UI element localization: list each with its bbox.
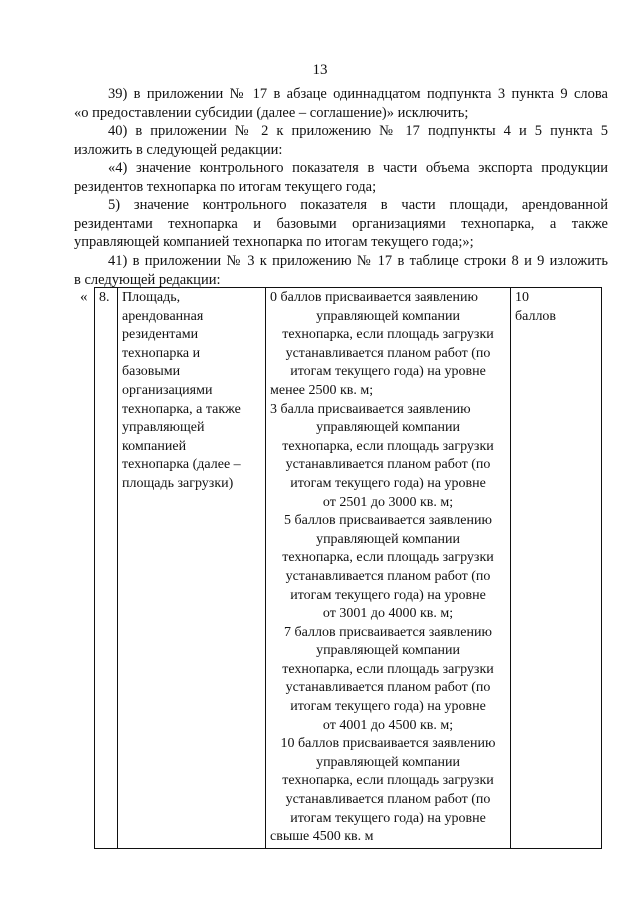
paragraph-39: [74, 85, 608, 122]
paragraph-line: 41) в приложении № 3 к приложению № 17 в таблице строки 8 и 9 изложить: [108, 253, 608, 269]
paragraph-line: 5) значение контрольного показателя в части площади, арендованной: [108, 197, 608, 213]
subparagraph-5: [74, 196, 608, 252]
row-number-cell: [95, 288, 118, 849]
paragraph-line: изложить в следующей редакции:: [74, 141, 283, 158]
score-entry-5: [270, 512, 506, 624]
score-line: итогам текущего года) на уровне: [290, 475, 486, 491]
score-line: устанавливается планом работ (по: [285, 345, 491, 361]
table-open-quote: «: [80, 289, 88, 305]
score-line: технопарка, если площадь загрузки: [282, 661, 494, 677]
paragraph-line: «о предоставлении субсидии (далее – соглашение)» исключить;: [74, 104, 469, 121]
table-row: [95, 288, 602, 849]
score-line: от 4001 до 4500 кв. м;: [322, 717, 454, 733]
score-line: от 3001 до 4000 кв. м;: [322, 606, 454, 622]
score-line: итогам текущего года) на уровне: [290, 810, 486, 826]
paragraph-line: «4) значение контрольного показателя в части объема экспорта продукции: [108, 160, 608, 176]
score-line: технопарка, если площадь загрузки: [282, 550, 494, 566]
paragraph-line: 39) в приложении № 17 в абзаце одиннадцатом подпункта 3 пункта 9 слова: [108, 86, 608, 102]
criterion-line: управляющей: [122, 420, 205, 436]
criterion-line: технопарка (далее –: [122, 457, 241, 473]
criteria-table: [94, 287, 602, 849]
score-line: 7 баллов присваивается заявлению: [284, 624, 492, 640]
score-line: управляющей компании: [316, 420, 460, 436]
score-line: устанавливается планом работ (по: [285, 568, 491, 584]
paragraph-line: в следующей редакции:: [74, 271, 221, 288]
score-line: 0 баллов присваивается заявлению: [270, 290, 478, 305]
paragraph-41: [74, 252, 608, 289]
score-line: итогам текущего года) на уровне: [290, 699, 486, 715]
score-line: управляющей компании: [316, 308, 460, 324]
score-line: 3 балла присваивается заявлению: [270, 401, 471, 417]
criterion-line: технопарка, а также: [122, 401, 241, 417]
criterion-line: площадь загрузки): [122, 475, 234, 491]
max-score-unit: баллов: [515, 308, 557, 324]
criterion-line: технопарка и: [122, 345, 201, 361]
paragraph-line: резидентами технопарка и базовыми организациями технопарка, а также: [74, 215, 608, 232]
paragraph-line: 40) в приложении № 2 к приложению № 17 подпункты 4 и 5 пункта 5: [108, 123, 608, 139]
paragraph-40: [74, 122, 608, 159]
row-number: 8.: [99, 290, 110, 305]
criterion-line: организациями: [122, 382, 213, 398]
score-entry-0: [270, 289, 506, 401]
criterion-line: арендованная: [122, 308, 204, 324]
score-line: устанавливается планом работ (по: [285, 457, 491, 473]
score-line: 10 баллов присваивается заявлению: [280, 736, 496, 752]
score-line: устанавливается планом работ (по: [285, 792, 491, 808]
score-line: итогам текущего года) на уровне: [290, 587, 486, 603]
criterion-line: Площадь,: [122, 290, 181, 305]
score-line: управляющей компании: [316, 643, 460, 659]
score-entry-3: [270, 401, 506, 513]
criterion-line: резидентами: [122, 327, 199, 343]
criterion-line: компанией: [122, 438, 187, 454]
score-entry-7: [270, 624, 506, 736]
max-score-cell: [511, 288, 602, 849]
page-number: 13: [312, 62, 328, 78]
criterion-line: базовыми: [122, 364, 181, 380]
score-line: управляющей компании: [316, 531, 460, 547]
score-line: управляющей компании: [316, 754, 460, 770]
score-description-cell: [266, 288, 511, 849]
score-line: итогам текущего года) на уровне: [290, 364, 486, 380]
subparagraph-4: [74, 159, 608, 196]
score-line: от 2501 до 3000 кв. м;: [322, 494, 454, 510]
score-line: устанавливается планом работ (по: [285, 680, 491, 696]
criterion-cell: [118, 288, 266, 849]
score-entry-10: [270, 735, 506, 847]
score-line: менее 2500 кв. м;: [270, 382, 374, 398]
score-line: технопарка, если площадь загрузки: [282, 327, 494, 343]
score-line: 5 баллов присваивается заявлению: [284, 513, 492, 529]
score-line: технопарка, если площадь загрузки: [282, 438, 494, 454]
paragraph-line: управляющей компанией технопарка по итогам текущего года;»;: [74, 234, 474, 250]
max-score-value: 10: [515, 290, 529, 305]
score-line: свыше 4500 кв. м: [270, 829, 374, 845]
paragraph-line: резидентов технопарка по итогам текущего года;: [74, 178, 377, 195]
score-line: технопарка, если площадь загрузки: [282, 773, 494, 789]
